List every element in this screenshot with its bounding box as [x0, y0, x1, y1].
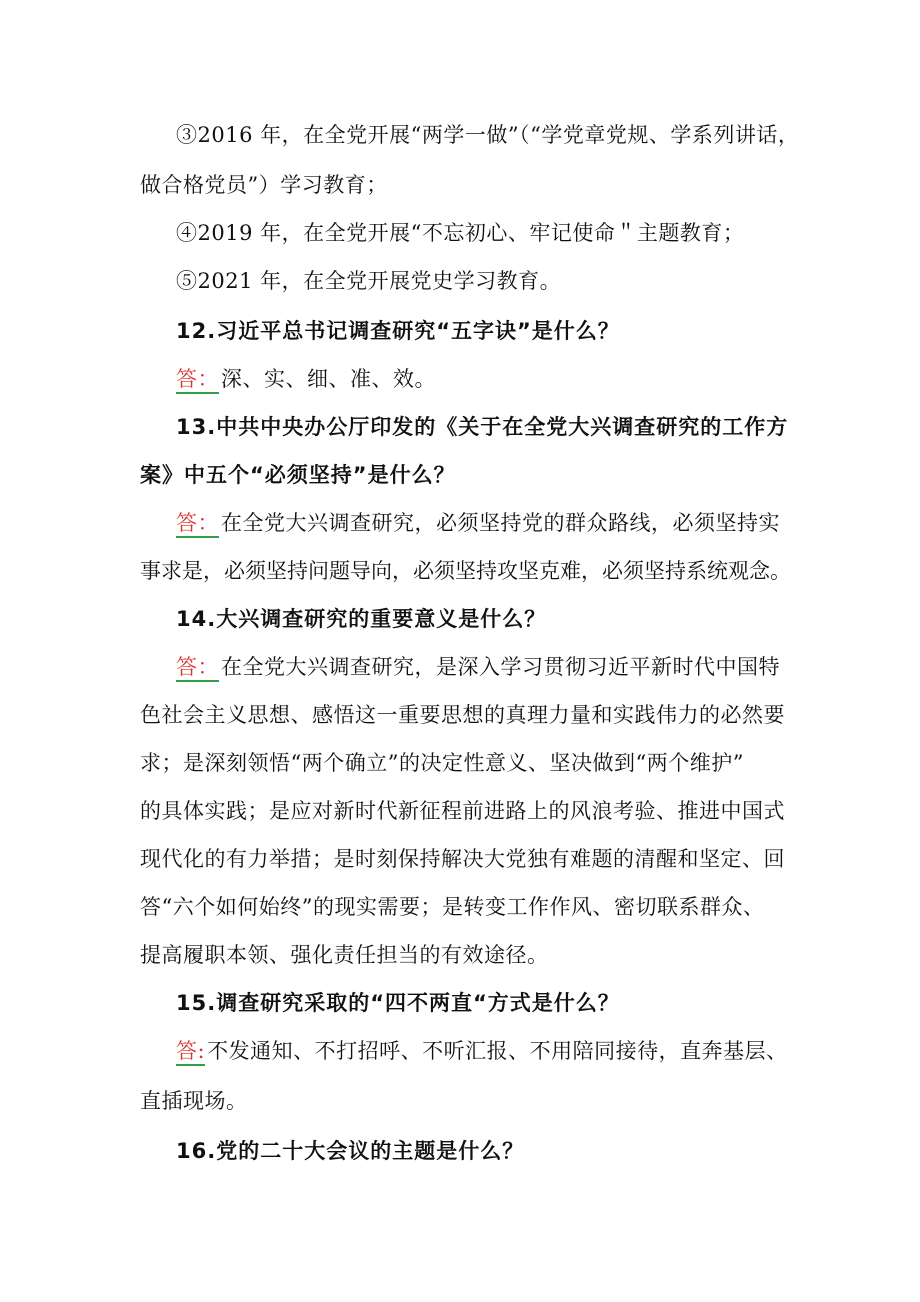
answer-label: 答： [176, 511, 219, 538]
answer-14-line7: 提高履职本领、强化责任担当的有效途径。 [140, 943, 549, 967]
answer-12-text: 深、实、细、准、效。 [221, 367, 436, 391]
answer-14-line5: 现代化的有力举措；是时刻保持解决大党独有难题的清醒和坚定、回 [140, 847, 785, 871]
list-item-2021: ⑤2021 年，在全党开展党史学习教育。 [176, 269, 562, 293]
list-item-2016-line2: 做合格党员”）学习教育； [140, 173, 388, 197]
question-14: 14.大兴调查研究的重要意义是什么？ [176, 607, 547, 631]
answer-13-line1 [0, 508, 920, 538]
answer-15-line1 [0, 1036, 920, 1066]
question-12: 12.习近平总书记调查研究“五字诀”是什么？ [176, 319, 620, 343]
question-15: 15.调查研究采取的“四不两直“方式是什么？ [176, 991, 620, 1015]
answer-15-text: 不发通知、不打招呼、不听汇报、不用陪同接待，直奔基层、 [207, 1039, 788, 1063]
answer-12 [0, 364, 920, 394]
answer-label: 答： [176, 367, 219, 394]
answer-13-line2: 事求是，必须坚持问题导向，必须坚持攻坚克难，必须坚持系统观念。 [140, 559, 791, 583]
answer-label: 答: [176, 1039, 205, 1066]
answer-15-line2: 直插现场。 [140, 1089, 248, 1113]
answer-14-text: 在全党大兴调查研究，是深入学习贯彻习近平新时代中国特 [221, 655, 780, 679]
list-item-2016-line1: ③2016 年，在全党开展“两学一做”（“学党章党规、学系列讲话， [176, 123, 800, 147]
answer-13-text: 在全党大兴调查研究，必须坚持党的群众路线，必须坚持实 [221, 511, 780, 535]
answer-14-line4: 的具体实践；是应对新时代新征程前进路上的风浪考验、推进中国式 [140, 799, 785, 823]
question-16: 16.党的二十大会议的主题是什么？ [176, 1139, 525, 1163]
answer-14-line3: 求；是深刻领悟“两个确立”的决定性意义、坚决做到“两个维护” [140, 751, 744, 775]
answer-14-line6: 答“六个如何始终”的现实需要；是转变工作作风、密切联系群众、 [140, 895, 765, 919]
list-item-2019: ④2019 年，在全党开展“不忘初心、牢记使命＂主题教育； [176, 221, 745, 245]
question-13-line1: 13.中共中央办公厅印发的《关于在全党大兴调查研究的工作方 [176, 415, 789, 439]
answer-label: 答： [176, 655, 219, 682]
answer-14-line2: 色社会主义思想、感悟这一重要思想的真理力量和实践伟力的必然要 [140, 703, 785, 727]
question-13-line2: 案》中五个“必须坚持”是什么？ [140, 463, 456, 487]
answer-14-line1 [0, 652, 920, 682]
